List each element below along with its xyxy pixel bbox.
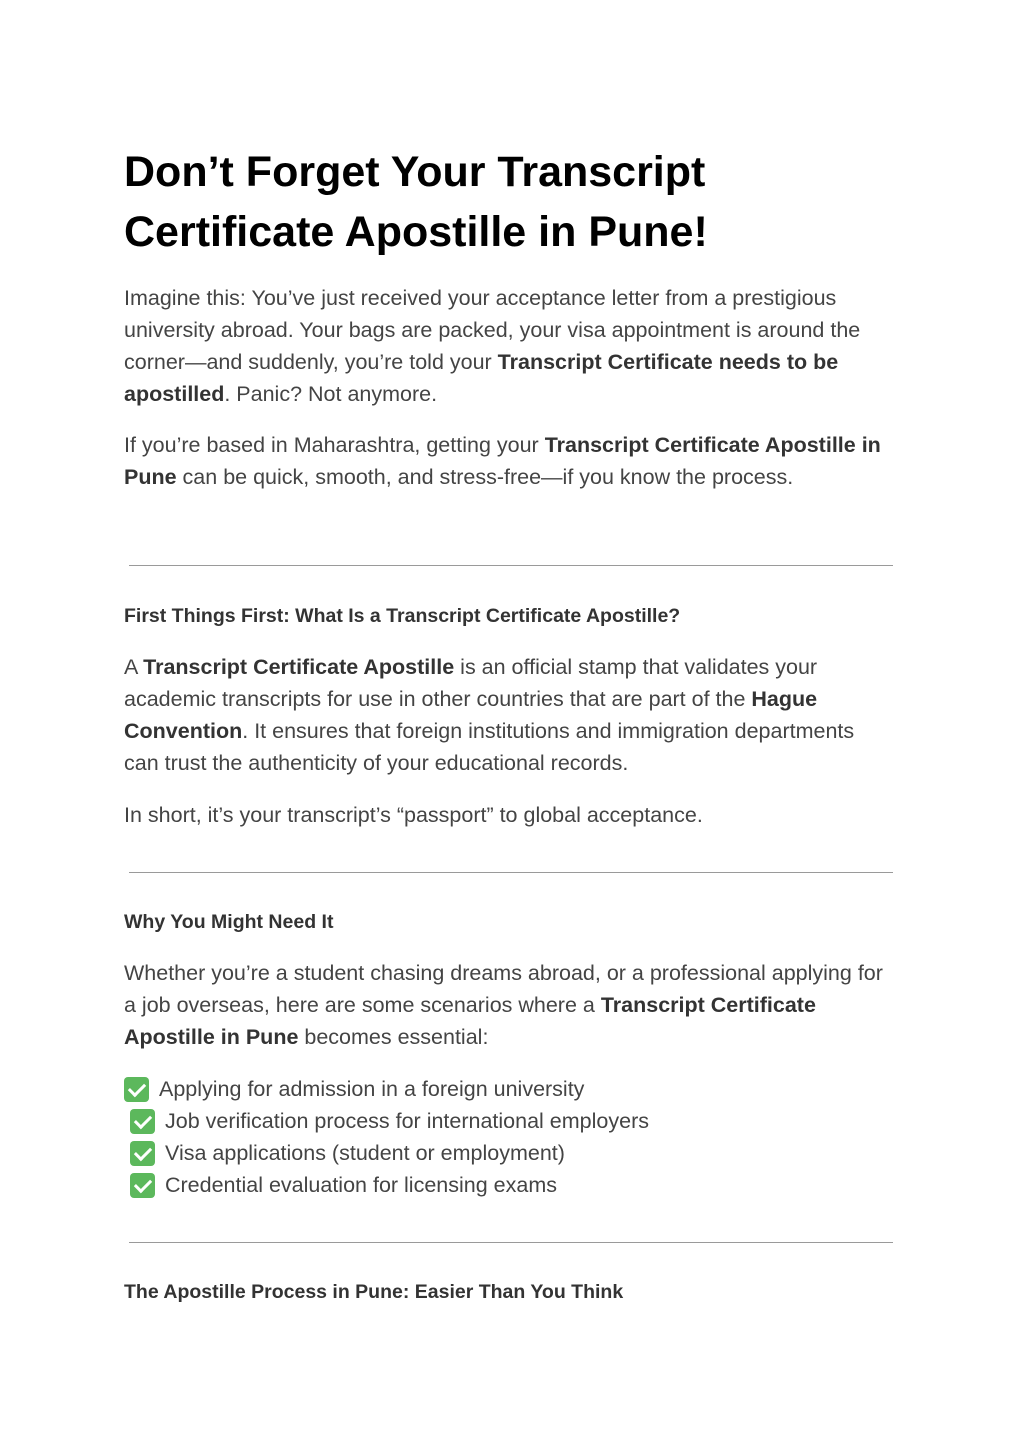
intro-2-text-end: can be quick, smooth, and stress-free—if you know the process.: [176, 465, 794, 489]
list-item-label: Visa applications (student or employment): [165, 1140, 565, 1165]
what-is-paragraph: [124, 651, 894, 779]
why-paragraph: [124, 957, 894, 1053]
what-is-bold-1: Transcript Certificate Apostille: [143, 655, 455, 679]
section-divider: [129, 565, 893, 566]
list-item: [124, 1137, 894, 1169]
what-is-text-d: . It ensures that foreign institutions and immigration departments can trust the authenticity of your educational records.: [124, 719, 855, 775]
what-is-text-a: A: [124, 655, 144, 679]
check-mark-button-icon: [130, 1173, 155, 1198]
list-item: [124, 1169, 894, 1201]
list-item: [124, 1105, 894, 1137]
intro-paragraph-2: [124, 429, 894, 493]
section-divider: [129, 872, 893, 873]
what-is-text-c: is an official stamp that validates your academic transcripts for use in other countries that are part of the: [124, 655, 818, 711]
check-mark-button-icon: [130, 1109, 155, 1134]
list-item-label: Applying for admission in a foreign university: [159, 1076, 585, 1101]
intro-2-text: If you’re based in Maharashtra, getting your: [124, 433, 545, 457]
check-mark-button-icon: [124, 1077, 149, 1102]
list-item: [124, 1073, 894, 1105]
check-mark-button-icon: [130, 1141, 155, 1166]
intro-paragraph-1: [124, 282, 894, 410]
intro-2-bold: Transcript Certificate Apostille in Pune: [124, 433, 881, 489]
section-heading-process: The Apostille Process in Pune: Easier Than You Think: [124, 1281, 624, 1303]
what-is-bold-2: Hague Convention: [124, 687, 818, 743]
section-heading-what-is: First Things First: What Is a Transcript Certificate Apostille?: [124, 605, 681, 627]
intro-1-text: Imagine this: You’ve just received your acceptance letter from a prestigious university abroad. Your bags are packed, your visa appointment is around the corner—and suddenly, you’re told your: [124, 286, 861, 374]
in-short-paragraph: In short, it’s your transcript’s “passport” to global acceptance.: [124, 803, 703, 827]
list-item-label: Credential evaluation for licensing exams: [165, 1172, 557, 1197]
scenario-checklist: [124, 1073, 894, 1201]
section-heading-why: Why You Might Need It: [124, 911, 334, 933]
why-text: Whether you’re a student chasing dreams abroad, or a professional applying for a job overseas, here are some scenarios where a: [124, 961, 883, 1017]
intro-1-bold: Transcript Certificate needs to be apostilled: [124, 350, 839, 406]
section-divider: [129, 1242, 893, 1243]
page-title: Don’t Forget Your Transcript Certificate Apostille in Pune!: [124, 148, 708, 256]
list-item-label: Job verification process for international employers: [165, 1108, 649, 1133]
intro-1-text-end: . Panic? Not anymore.: [224, 382, 438, 406]
why-bold: Transcript Certificate Apostille in Pune: [124, 993, 816, 1049]
why-text-end: becomes essential:: [298, 1025, 489, 1049]
